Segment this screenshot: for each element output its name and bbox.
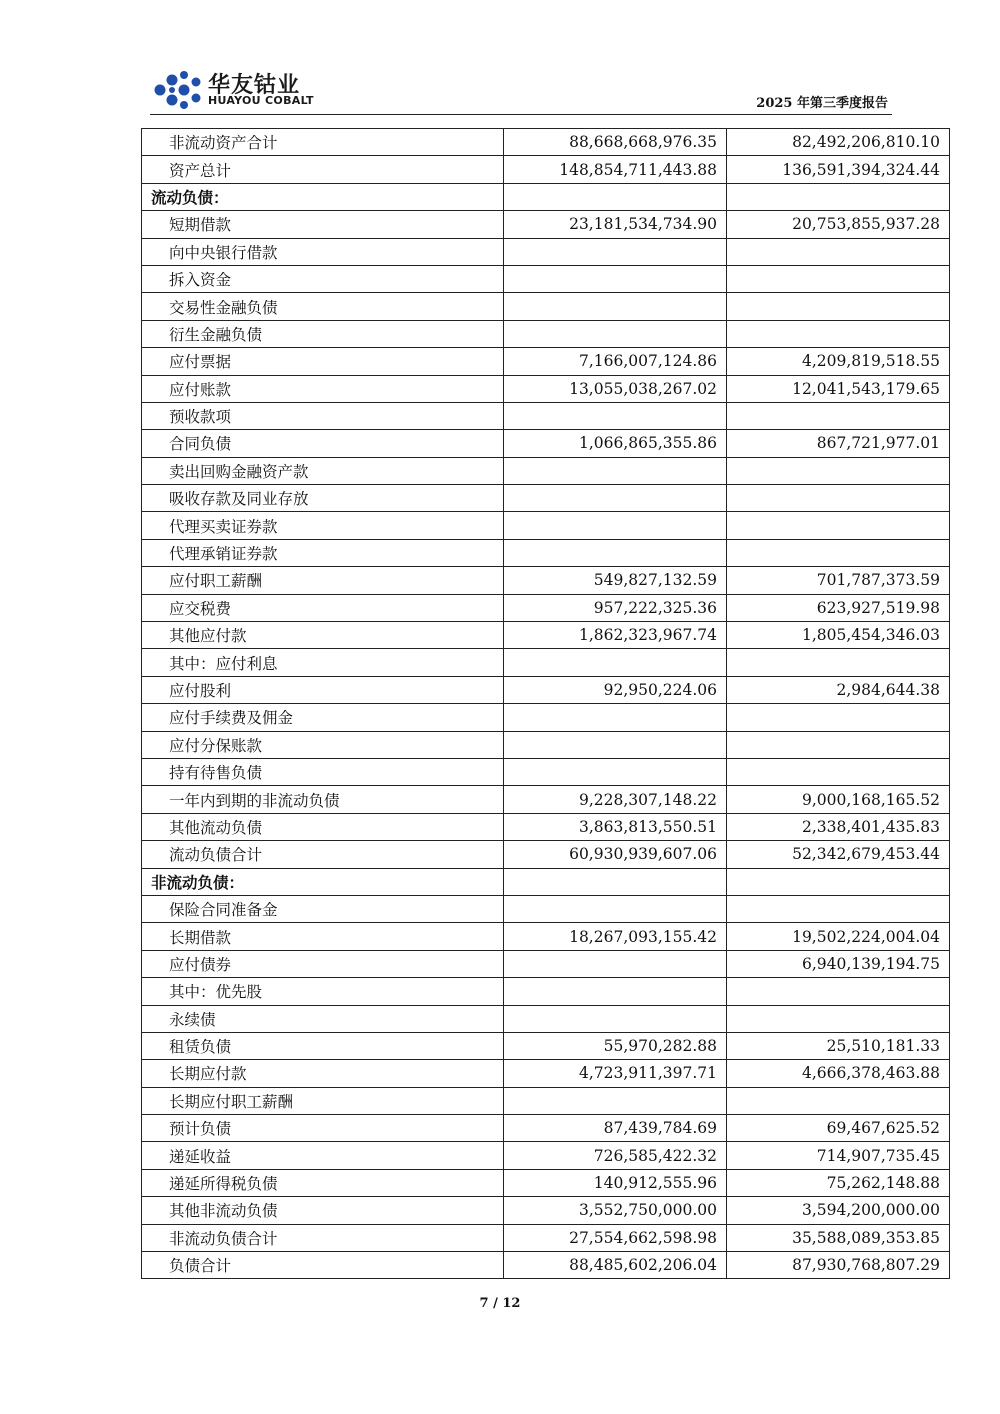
table-row [142,485,950,512]
row-label: 代理买卖证券款 [142,512,504,539]
prior-period-value [727,978,950,1005]
current-period-value [504,978,727,1005]
table-row [142,1087,950,1114]
table-row [142,786,950,813]
current-period-value: 148,854,711,443.88 [504,156,727,183]
logo-chinese-name: 华友钴业 [208,73,301,98]
row-label: 应付职工薪酬 [142,567,504,594]
table-row [142,731,950,758]
current-period-value: 9,228,307,148.22 [504,786,727,813]
prior-period-value: 52,342,679,453.44 [727,841,950,868]
row-label: 负债合计 [142,1252,504,1279]
row-label: 交易性金融负债 [142,293,504,320]
current-period-value: 60,930,939,607.06 [504,841,727,868]
table-row [142,156,950,183]
table-row [142,129,950,156]
row-label: 资产总计 [142,156,504,183]
prior-period-value: 3,594,200,000.00 [727,1197,950,1224]
row-label: 非流动负债： [142,868,504,895]
row-label: 向中央银行借款 [142,238,504,265]
prior-period-value: 623,927,519.98 [727,594,950,621]
current-period-value: 549,827,132.59 [504,567,727,594]
row-label: 流动负债： [142,183,504,210]
row-label: 长期应付款 [142,1060,504,1087]
table-row [142,704,950,731]
current-period-value: 957,222,325.36 [504,594,727,621]
current-period-value [504,868,727,895]
prior-period-value: 87,930,768,807.29 [727,1252,950,1279]
section-header-row [142,868,950,895]
row-label: 其他流动负债 [142,813,504,840]
row-label: 长期应付职工薪酬 [142,1087,504,1114]
prior-period-value [727,320,950,347]
row-label: 卖出回购金融资产款 [142,457,504,484]
prior-period-value [727,485,950,512]
prior-period-value [727,1087,950,1114]
table-row [142,1252,950,1279]
row-label: 应付债券 [142,950,504,977]
table-row [142,348,950,375]
table-row [142,594,950,621]
table-row [142,923,950,950]
row-label: 非流动资产合计 [142,129,504,156]
row-label: 一年内到期的非流动负债 [142,786,504,813]
prior-period-value: 136,591,394,324.44 [727,156,950,183]
row-label: 吸收存款及同业存放 [142,485,504,512]
row-label: 应付票据 [142,348,504,375]
prior-period-value [727,895,950,922]
current-period-value: 27,554,662,598.98 [504,1224,727,1251]
prior-period-value [727,293,950,320]
row-label: 其中：优先股 [142,978,504,1005]
current-period-value: 7,166,007,124.86 [504,348,727,375]
prior-period-value [727,758,950,785]
current-period-value: 88,485,602,206.04 [504,1252,727,1279]
current-period-value [504,950,727,977]
row-label: 拆入资金 [142,265,504,292]
current-period-value: 23,181,534,734.90 [504,211,727,238]
current-period-value [504,704,727,731]
current-period-value: 140,912,555.96 [504,1169,727,1196]
current-period-value: 3,863,813,550.51 [504,813,727,840]
current-period-value [504,293,727,320]
row-label: 应付分保账款 [142,731,504,758]
current-period-value: 55,970,282.88 [504,1032,727,1059]
prior-period-value [727,265,950,292]
table-row [142,539,950,566]
table-row [142,1169,950,1196]
prior-period-value [727,457,950,484]
current-period-value [504,758,727,785]
table-row [142,622,950,649]
table-row [142,265,950,292]
current-period-value [504,1087,727,1114]
prior-period-value: 69,467,625.52 [727,1115,950,1142]
row-label: 递延收益 [142,1142,504,1169]
prior-period-value: 4,209,819,518.55 [727,348,950,375]
row-label: 合同负债 [142,430,504,457]
row-label: 租赁负债 [142,1032,504,1059]
current-period-value: 4,723,911,397.71 [504,1060,727,1087]
table-row [142,649,950,676]
current-period-value [504,649,727,676]
table-row [142,813,950,840]
table-row [142,293,950,320]
table-row [142,402,950,429]
current-period-value: 1,066,865,355.86 [504,430,727,457]
prior-period-value [727,539,950,566]
row-label: 衍生金融负债 [142,320,504,347]
row-label: 应交税费 [142,594,504,621]
table-row [142,895,950,922]
prior-period-value: 25,510,181.33 [727,1032,950,1059]
current-period-value [504,265,727,292]
page-header [150,68,892,115]
table-row [142,430,950,457]
table-row [142,1197,950,1224]
prior-period-value: 20,753,855,937.28 [727,211,950,238]
row-label: 非流动负债合计 [142,1224,504,1251]
table-row [142,758,950,785]
table-row [142,1115,950,1142]
table-row [142,211,950,238]
current-period-value: 92,950,224.06 [504,676,727,703]
current-period-value: 88,668,668,976.35 [504,129,727,156]
row-label: 其他非流动负债 [142,1197,504,1224]
table-row [142,567,950,594]
row-label: 保险合同准备金 [142,895,504,922]
prior-period-value: 12,041,543,179.65 [727,375,950,402]
table-row [142,457,950,484]
prior-period-value: 35,588,089,353.85 [727,1224,950,1251]
current-period-value [504,731,727,758]
row-label: 应付手续费及佣金 [142,704,504,731]
logo-english-name: HUAYOU COBALT [208,94,314,107]
current-period-value [504,457,727,484]
prior-period-value [727,1005,950,1032]
row-label: 其中：应付利息 [142,649,504,676]
prior-period-value: 867,721,977.01 [727,430,950,457]
prior-period-value: 4,666,378,463.88 [727,1060,950,1087]
table-row [142,978,950,1005]
prior-period-value: 6,940,139,194.75 [727,950,950,977]
balance-sheet-table [141,128,950,1279]
current-period-value [504,539,727,566]
prior-period-value [727,402,950,429]
table-row [142,841,950,868]
report-title: 2025 年第三季度报告 [756,96,888,111]
current-period-value: 726,585,422.32 [504,1142,727,1169]
prior-period-value: 19,502,224,004.04 [727,923,950,950]
prior-period-value [727,649,950,676]
row-label: 预计负债 [142,1115,504,1142]
current-period-value [504,895,727,922]
current-period-value [504,1005,727,1032]
prior-period-value [727,512,950,539]
table-row [142,1032,950,1059]
row-label: 应付账款 [142,375,504,402]
prior-period-value: 1,805,454,346.03 [727,622,950,649]
table-row [142,1142,950,1169]
huayou-logo-icon [150,70,204,110]
table-row [142,676,950,703]
current-period-value: 87,439,784.69 [504,1115,727,1142]
current-period-value: 13,055,038,267.02 [504,375,727,402]
current-period-value [504,238,727,265]
page-number: 7 / 12 [479,1296,521,1311]
table-row [142,1005,950,1032]
row-label: 预收款项 [142,402,504,429]
current-period-value: 18,267,093,155.42 [504,923,727,950]
table-row [142,320,950,347]
prior-period-value [727,731,950,758]
prior-period-value: 9,000,168,165.52 [727,786,950,813]
row-label: 短期借款 [142,211,504,238]
row-label: 长期借款 [142,923,504,950]
current-period-value [504,485,727,512]
table-row [142,950,950,977]
prior-period-value: 82,492,206,810.10 [727,129,950,156]
table-row [142,238,950,265]
section-header-row [142,183,950,210]
row-label: 代理承销证券款 [142,539,504,566]
balance-sheet-body [142,129,950,1279]
row-label: 永续债 [142,1005,504,1032]
prior-period-value [727,704,950,731]
row-label: 应付股利 [142,676,504,703]
table-row [142,1224,950,1251]
row-label: 其他应付款 [142,622,504,649]
current-period-value [504,402,727,429]
current-period-value: 1,862,323,967.74 [504,622,727,649]
prior-period-value: 714,907,735.45 [727,1142,950,1169]
prior-period-value [727,868,950,895]
prior-period-value [727,238,950,265]
current-period-value [504,320,727,347]
prior-period-value: 75,262,148.88 [727,1169,950,1196]
table-row [142,1060,950,1087]
company-logo [150,70,330,110]
prior-period-value: 2,984,644.38 [727,676,950,703]
current-period-value [504,183,727,210]
current-period-value [504,512,727,539]
table-row [142,375,950,402]
table-row [142,512,950,539]
prior-period-value [727,183,950,210]
row-label: 流动负债合计 [142,841,504,868]
row-label: 持有待售负债 [142,758,504,785]
prior-period-value: 2,338,401,435.83 [727,813,950,840]
prior-period-value: 701,787,373.59 [727,567,950,594]
current-period-value: 3,552,750,000.00 [504,1197,727,1224]
row-label: 递延所得税负债 [142,1169,504,1196]
